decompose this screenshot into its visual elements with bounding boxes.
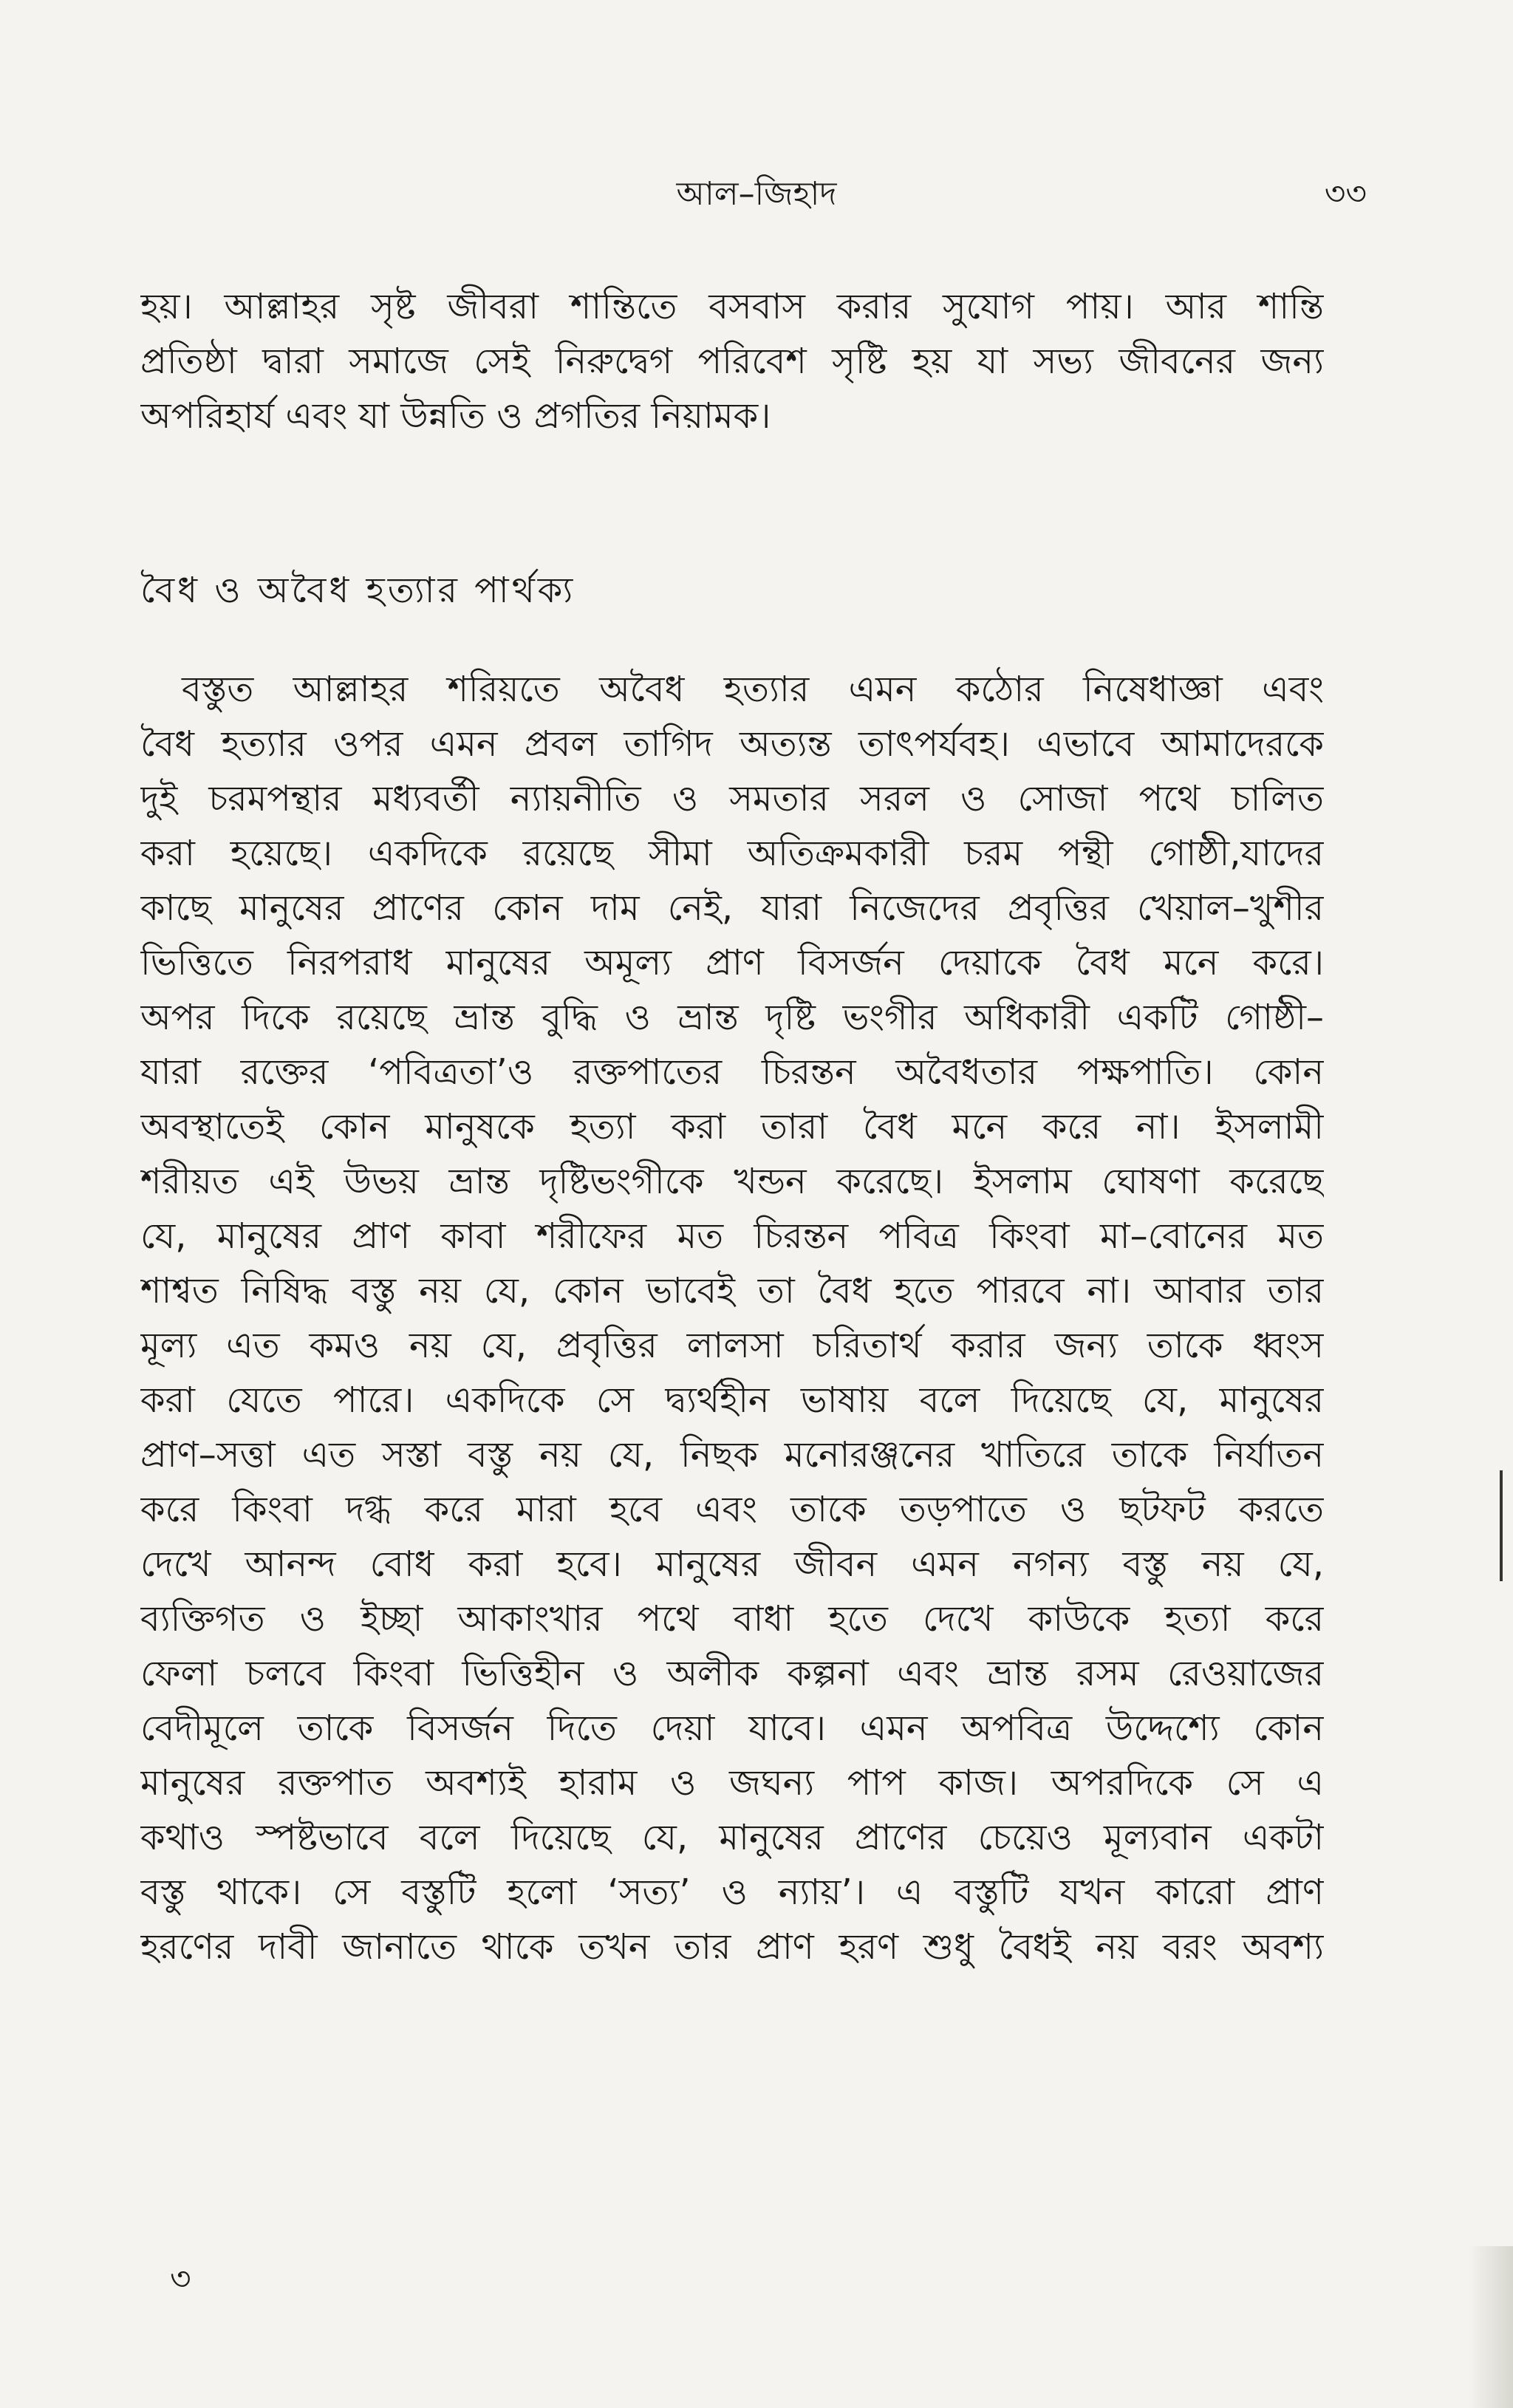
text-line: বেদীমূলে তাকে বিসর্জন দিতে দেয়া যাবে। এমন অপবিত্র উদ্দেশ্যে কোন <box>140 1708 1324 1749</box>
text-line: ফেলা চলবে কিংবা ভিত্তিহীন ও অলীক কল্পনা এবং ভ্রান্ত রসম রেওয়াজের <box>140 1653 1324 1694</box>
text-line: ভিত্তিতে নিরপরাধ মানুষের অমূল্য প্রাণ বিসর্জন দেয়াকে বৈধ মনে করে। <box>140 942 1324 983</box>
text-line: করা যেতে পারে। একদিকে সে দ্ব্যর্থহীন ভাষায় বলে দিয়েছে যে, মানুষের <box>140 1379 1324 1421</box>
text-line: বৈধ হত্যার ওপর এমন প্রবল তাগিদ অত্যন্ত তাৎপর্যবহ। এভাবে আমাদেরকে <box>140 723 1324 765</box>
text-line: মূল্য এত কমও নয় যে, প্রবৃত্তির লালসা চরিতার্থ করার জন্য তাকে ধ্বংস <box>140 1325 1324 1366</box>
intro-paragraph <box>140 279 1324 443</box>
text-line: করা হয়েছে। একদিকে রয়েছে সীমা অতিক্রমকারী চরম পন্থী গোষ্ঠী,যাদের <box>140 833 1324 874</box>
text-line: হয়। আল্লাহর সৃষ্ট জীবরা শান্তিতে বসবাস করার সুযোগ পায়। আর শান্তি <box>140 286 1324 327</box>
text-line: অপরিহার্য এবং যা উন্নতি ও প্রগতির নিয়ামক। <box>140 395 771 437</box>
scan-edge-shadow <box>1469 2246 1513 2408</box>
text-line: শাশ্বত নিষিদ্ধ বস্তু নয় যে, কোন ভাবেই তা বৈধ হতে পারবে না। আবার তার <box>140 1270 1324 1312</box>
body-paragraph <box>140 662 1324 1974</box>
text-line: অবস্থাতেই কোন মানুষকে হত্যা করা তারা বৈধ মনে করে না। ইসলামী <box>140 1106 1324 1147</box>
text-line: দুই চরমপন্থার মধ্যবর্তী ন্যায়নীতি ও সমতার সরল ও সোজা পথে চালিত <box>140 778 1324 819</box>
text-line: দেখে আনন্দ বোধ করা হবে। মানুষের জীবন এমন নগন্য বস্তু নয় যে, <box>140 1544 1324 1585</box>
page-number: ৩৩ <box>1324 175 1367 213</box>
running-title: আল–জিহাদ <box>676 175 837 213</box>
section-heading: বৈধ ও অবৈধ হত্যার পার্থক্য <box>140 570 576 611</box>
text-line: কথাও স্পষ্টভাবে বলে দিয়েছে যে, মানুষের প্রাণের চেয়েও মূল্যবান একটা <box>140 1817 1324 1858</box>
running-header <box>0 168 1513 220</box>
scan-margin-line <box>1500 1470 1503 1581</box>
text-line: হরণের দাবী জানাতে থাকে তখন তার প্রাণ হরণ শুধু বৈধই নয় বরং অবশ্য <box>140 1926 1324 1968</box>
text-line: প্রাণ–সত্তা এত সস্তা বস্তু নয় যে, নিছক মনোরঞ্জনের খাতিরে তাকে নির্যাতন <box>140 1434 1324 1476</box>
text-line: মানুষের রক্তপাত অবশ্যই হারাম ও জঘন্য পাপ কাজ। অপরদিকে সে এ <box>140 1762 1324 1804</box>
signature-mark: ৩ <box>170 2260 191 2298</box>
text-line: অপর দিকে রয়েছে ভ্রান্ত বুদ্ধি ও ভ্রান্ত দৃষ্টি ভংগীর অধিকারী একটি গোষ্ঠী– <box>140 997 1324 1038</box>
text-line: ব্যক্তিগত ও ইচ্ছা আকাংখার পথে বাধা হতে দেখে কাউকে হত্যা করে <box>140 1598 1324 1640</box>
text-line: যারা রক্তের ‘পবিত্রতা’ও রক্তপাতের চিরন্তন অবৈধতার পক্ষপাতি। কোন <box>140 1051 1324 1093</box>
text-line: প্রতিষ্ঠা দ্বারা সমাজে সেই নিরুদ্বেগ পরিবেশ সৃষ্টি হয় যা সভ্য জীবনের জন্য <box>140 341 1324 382</box>
text-line: কাছে মানুষের প্রাণের কোন দাম নেই, যারা নিজেদের প্রবৃত্তির খেয়াল–খুশীর <box>140 887 1324 929</box>
text-line: শরীয়ত এই উভয় ভ্রান্ত দৃষ্টিভংগীকে খন্ডন করেছে। ইসলাম ঘোষণা করেছে <box>140 1161 1324 1202</box>
text-line: যে, মানুষের প্রাণ কাবা শরীফের মত চিরন্তন পবিত্র কিংবা মা–বোনের মত <box>140 1215 1324 1257</box>
text-line: বস্তু থাকে। সে বস্তুটি হলো ‘সত্য’ ও ন্যায়’। এ বস্তুটি যখন কারো প্রাণ <box>140 1872 1324 1913</box>
text-line: বস্তুত আল্লাহর শরিয়তে অবৈধ হত্যার এমন কঠোর নিষেধাজ্ঞা এবং <box>182 669 1324 710</box>
text-line: করে কিংবা দগ্ধ করে মারা হবে এবং তাকে তড়পাতে ও ছটফট করতে <box>140 1489 1324 1530</box>
